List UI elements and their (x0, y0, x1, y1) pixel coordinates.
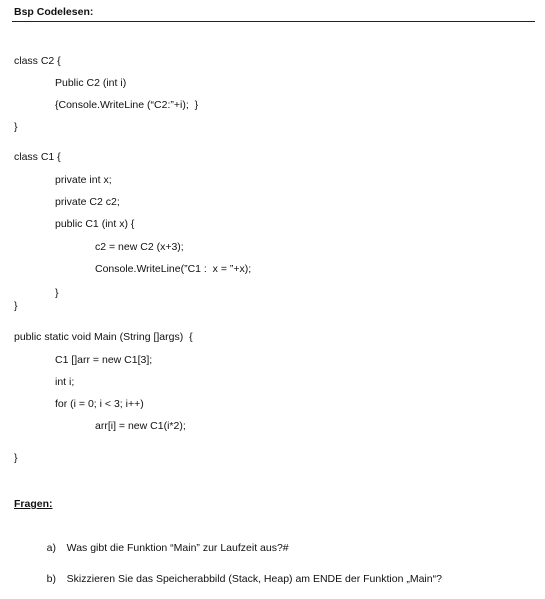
document-title: Bsp Codelesen: (14, 6, 94, 18)
question-text: Skizzieren Sie das Speicherabbild (Stack, Heap) am ENDE der Funktion „Main“? (66, 573, 442, 585)
code-line: Console.WriteLine(”C1 : x = ”+x); (95, 263, 252, 275)
code-line: private C2 c2; (55, 196, 120, 208)
questions-heading: Fragen: (14, 498, 53, 510)
code-line: C1 []arr = new C1[3]; (55, 354, 153, 366)
code-line: Public C2 (int i) (55, 77, 127, 89)
code-line: private int x; (55, 174, 112, 186)
code-line: public C1 (int x) { (55, 218, 135, 230)
code-line: class C1 { (14, 151, 61, 163)
code-line: } (14, 300, 18, 312)
code-line: class C2 { (14, 55, 61, 67)
code-line: int i; (55, 376, 75, 388)
question-text: Was gibt die Funktion “Main” zur Laufzeit aus?# (66, 542, 289, 554)
code-line: } (14, 121, 18, 133)
question-label: b) (46, 573, 57, 585)
question-item (35, 560, 442, 599)
title-underline-rule (12, 21, 535, 22)
question-label: a) (46, 542, 57, 554)
code-line: } (14, 452, 18, 464)
code-line: public static void Main (String []args) { (14, 331, 193, 343)
code-line: arr[i] = new C1(i*2); (95, 420, 186, 432)
code-line: } (55, 287, 59, 299)
code-line: c2 = new C2 (x+3); (95, 241, 184, 253)
code-line: {Console.WriteLine (“C2:”+i); } (55, 99, 199, 111)
code-line: for (i = 0; i < 3; i++) (55, 398, 144, 410)
